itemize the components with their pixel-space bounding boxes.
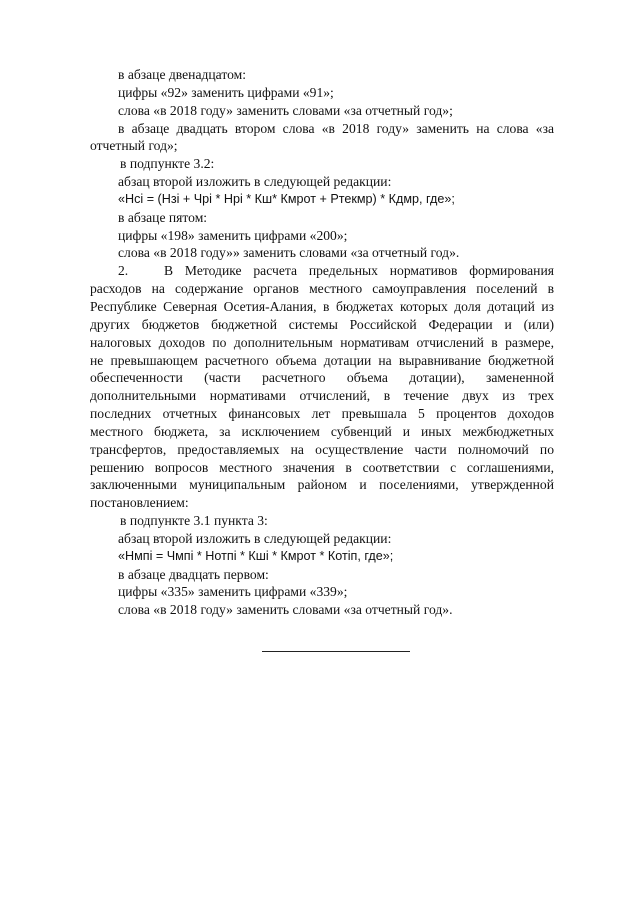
text-line: Республике Северная Осетия-Алания, в бюджетах которых доля дотаций из [90, 298, 554, 314]
text-line: последних отчетных финансовых лет превышала 5 процентов доходов [90, 406, 554, 422]
text-line: в абзаце двадцать первом: [118, 566, 269, 582]
text-line: обеспеченности (части расчетного объема дотации), замененной [90, 370, 554, 386]
text-line: абзац второй изложить в следующей редакции: [118, 174, 392, 190]
text-line: отчетный год»; [90, 138, 178, 154]
text-line: абзац второй изложить в следующей редакции: [118, 530, 392, 546]
text-line: постановлением: [90, 495, 189, 511]
text-line: заключенными муниципальным районом и поселениями, утвержденной [90, 477, 554, 493]
text-line: в абзаце двадцать втором слова «в 2018 году» заменить на слова «за [118, 120, 554, 136]
text-line: трансфертов, предоставляемых на осуществление части полномочий по [90, 441, 554, 457]
text-line: дополнительными нормативами отчислений, в течение двух из трех [90, 388, 554, 404]
text-line: в абзаце двенадцатом: [118, 67, 247, 82]
text-line: местного бюджета, за исключением субвенций и иных межбюджетных [90, 423, 554, 439]
formula-line: «Нci = (Нзi + Чpi * Нpi * Кш* Кмрот + Ртекмр) * Кдмр, где»; [118, 191, 455, 206]
separator-line [262, 651, 410, 652]
text-line: других бюджетов бюджетной системы Российской Федерации и (или) [90, 316, 554, 332]
item-number: 2. [118, 263, 129, 279]
text-line: в подпункте 3.2: [120, 156, 215, 172]
text-line: цифры «92» заменить цифрами «91»; [118, 84, 334, 100]
document-body [90, 66, 554, 619]
text-line: налоговых доходов по дополнительным нормативам отчислений в размере, [90, 334, 554, 350]
paragraph-first-line [90, 262, 554, 280]
paragraph-first-line-text: В Методике расчета предельных нормативов формирования [164, 263, 554, 279]
text-line: цифры «198» заменить цифрами «200»; [118, 227, 348, 243]
text-line: слова «в 2018 году» заменить словами «за отчетный год»; [118, 102, 453, 118]
text-line: решению вопросов местного значения в соответствии с соглашениями, [90, 459, 554, 475]
text-line: не превышающем расчетного объема дотации на выравнивание бюджетной [90, 352, 554, 368]
text-line: в абзаце пятом: [118, 209, 208, 225]
text-line: цифры «335» заменить цифрами «339»; [118, 584, 348, 600]
text-line: слова «в 2018 году» заменить словами «за отчетный год». [118, 602, 453, 618]
text-line: слова «в 2018 году»» заменить словами «за отчетный год». [118, 245, 460, 261]
formula-line: «Нмпi = Чмпi * Нотпi * Кшi * Кмрот * Котiп, где»; [118, 548, 394, 563]
text-line: в подпункте 3.1 пункта 3: [120, 513, 268, 529]
text-line: расходов на содержание органов местного самоуправления поселений в [90, 281, 554, 297]
